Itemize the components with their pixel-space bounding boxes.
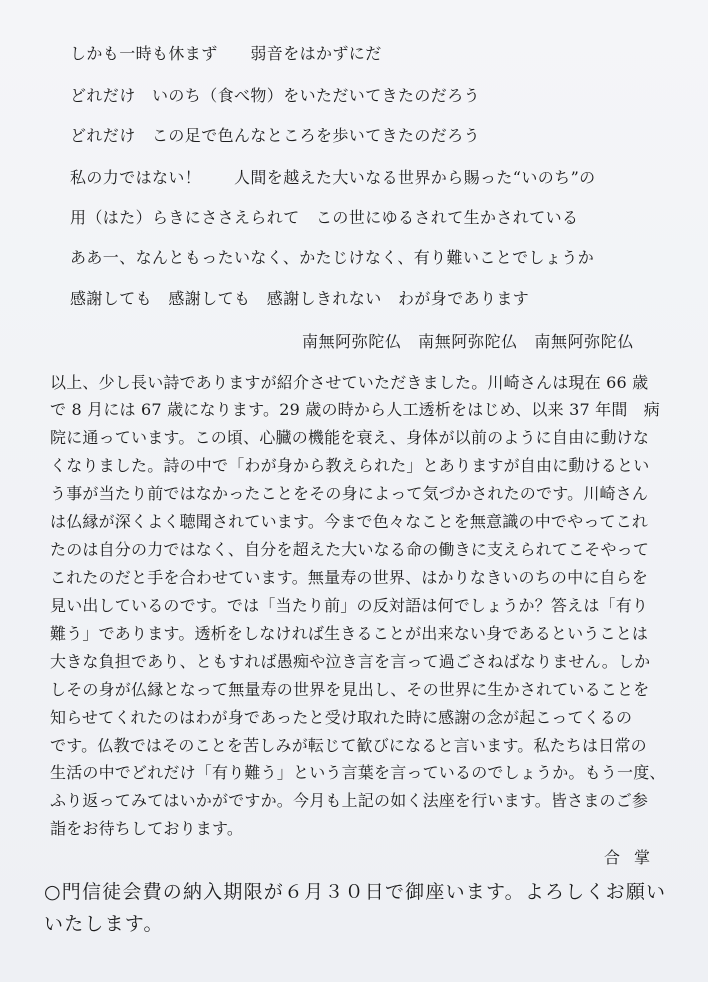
- prose-line: です。仏教ではそのことを苦しみが転じて歓びになると言います。私たちは日常の: [50, 736, 647, 755]
- notice-line: ○門信徒会費の納入期限が６月３０日で御座います。よろしくお願い: [44, 881, 667, 903]
- prose-line: ふり返ってみてはいかがですか。今月も上記の如く法座を行います。皆さまのご参: [50, 791, 649, 810]
- poem-line: どれだけ いのち（食べ物）をいただいてきたのだろう: [70, 86, 481, 105]
- prose-line: 詣をお待ちしております。: [50, 819, 244, 838]
- prose-line: で 8 月には 67 歳になります。29 歳の時から人工透析をはじめ、以来 37 年間 病: [50, 400, 660, 419]
- closing-gassho: 合掌: [603, 848, 664, 867]
- poem-line: 感謝しても 感謝しても 感謝しきれない わが身であります: [70, 289, 530, 308]
- prose-line: 難う」であります。透析をしなければ生きることが出来ない身であるということは: [50, 624, 649, 643]
- poem-line: 用（はた）らきにささえられて この世にゆるされて生かされている: [70, 208, 579, 227]
- prose-line: たのは自分の力ではなく、自分を超えた大いなる命の働きに支えられてこそやって: [50, 540, 650, 559]
- prose-line: 以上、少し長い詩でありますが紹介させていただきました。川崎さんは現在 66 歳: [50, 373, 649, 392]
- poem-line: しかも一時も休まず 弱音をはかずにだ: [70, 44, 382, 63]
- prose-line: 知らせてくれたのはわが身であったと受け取れた時に感謝の念が起こってくるの: [50, 708, 633, 727]
- prose-line: は仏縁が深くよく聴聞されています。今まで色々なことを無意識の中でやってこれ: [50, 512, 649, 531]
- poem-line: 私の力ではない！ 人間を越えた大いなる世界から賜った“いのち”の: [70, 168, 596, 187]
- poem-line: どれだけ この足で色んなところを歩いてきたのだろう: [70, 126, 481, 145]
- prose-line: 見い出しているのです。では「当たり前」の反対語は何でしょうか？答えは「有り: [50, 596, 649, 615]
- prose-line: 大きな負担であり、ともすれば愚痴や泣き言を言って過ごさねばなりません。しか: [50, 652, 651, 671]
- nembutsu-line: 南無阿弥陀仏 南無阿弥陀仏 南無阿弥陀仏: [301, 332, 634, 351]
- prose-line: 院に通っています。この頃、心臓の機能を衰え、身体が以前のように自由に動けな: [50, 428, 650, 447]
- poem-line: ああ一、なんともったいなく、かたじけなく、有り難いことでしょうか: [70, 248, 595, 267]
- prose-line: しその身が仏縁となって無量寿の世界を見出し、その世界に生かされていることを: [50, 680, 650, 699]
- prose-line: これたのだと手を合わせています。無量寿の世界、はかりなきいのちの中に自らを: [50, 568, 649, 587]
- notice-line: いたします。: [44, 913, 164, 935]
- prose-line: くなりました。詩の中で「わが身から教えられた」とありますが自由に動けるとい: [50, 456, 650, 475]
- prose-line: う事が当たり前ではなかったことをその身によって気づかされたのです。川崎さん: [50, 484, 649, 503]
- prose-line: 生活の中でどれだけ「有り難う」という言葉を言っているのでしょうか。もう一度、: [50, 763, 666, 782]
